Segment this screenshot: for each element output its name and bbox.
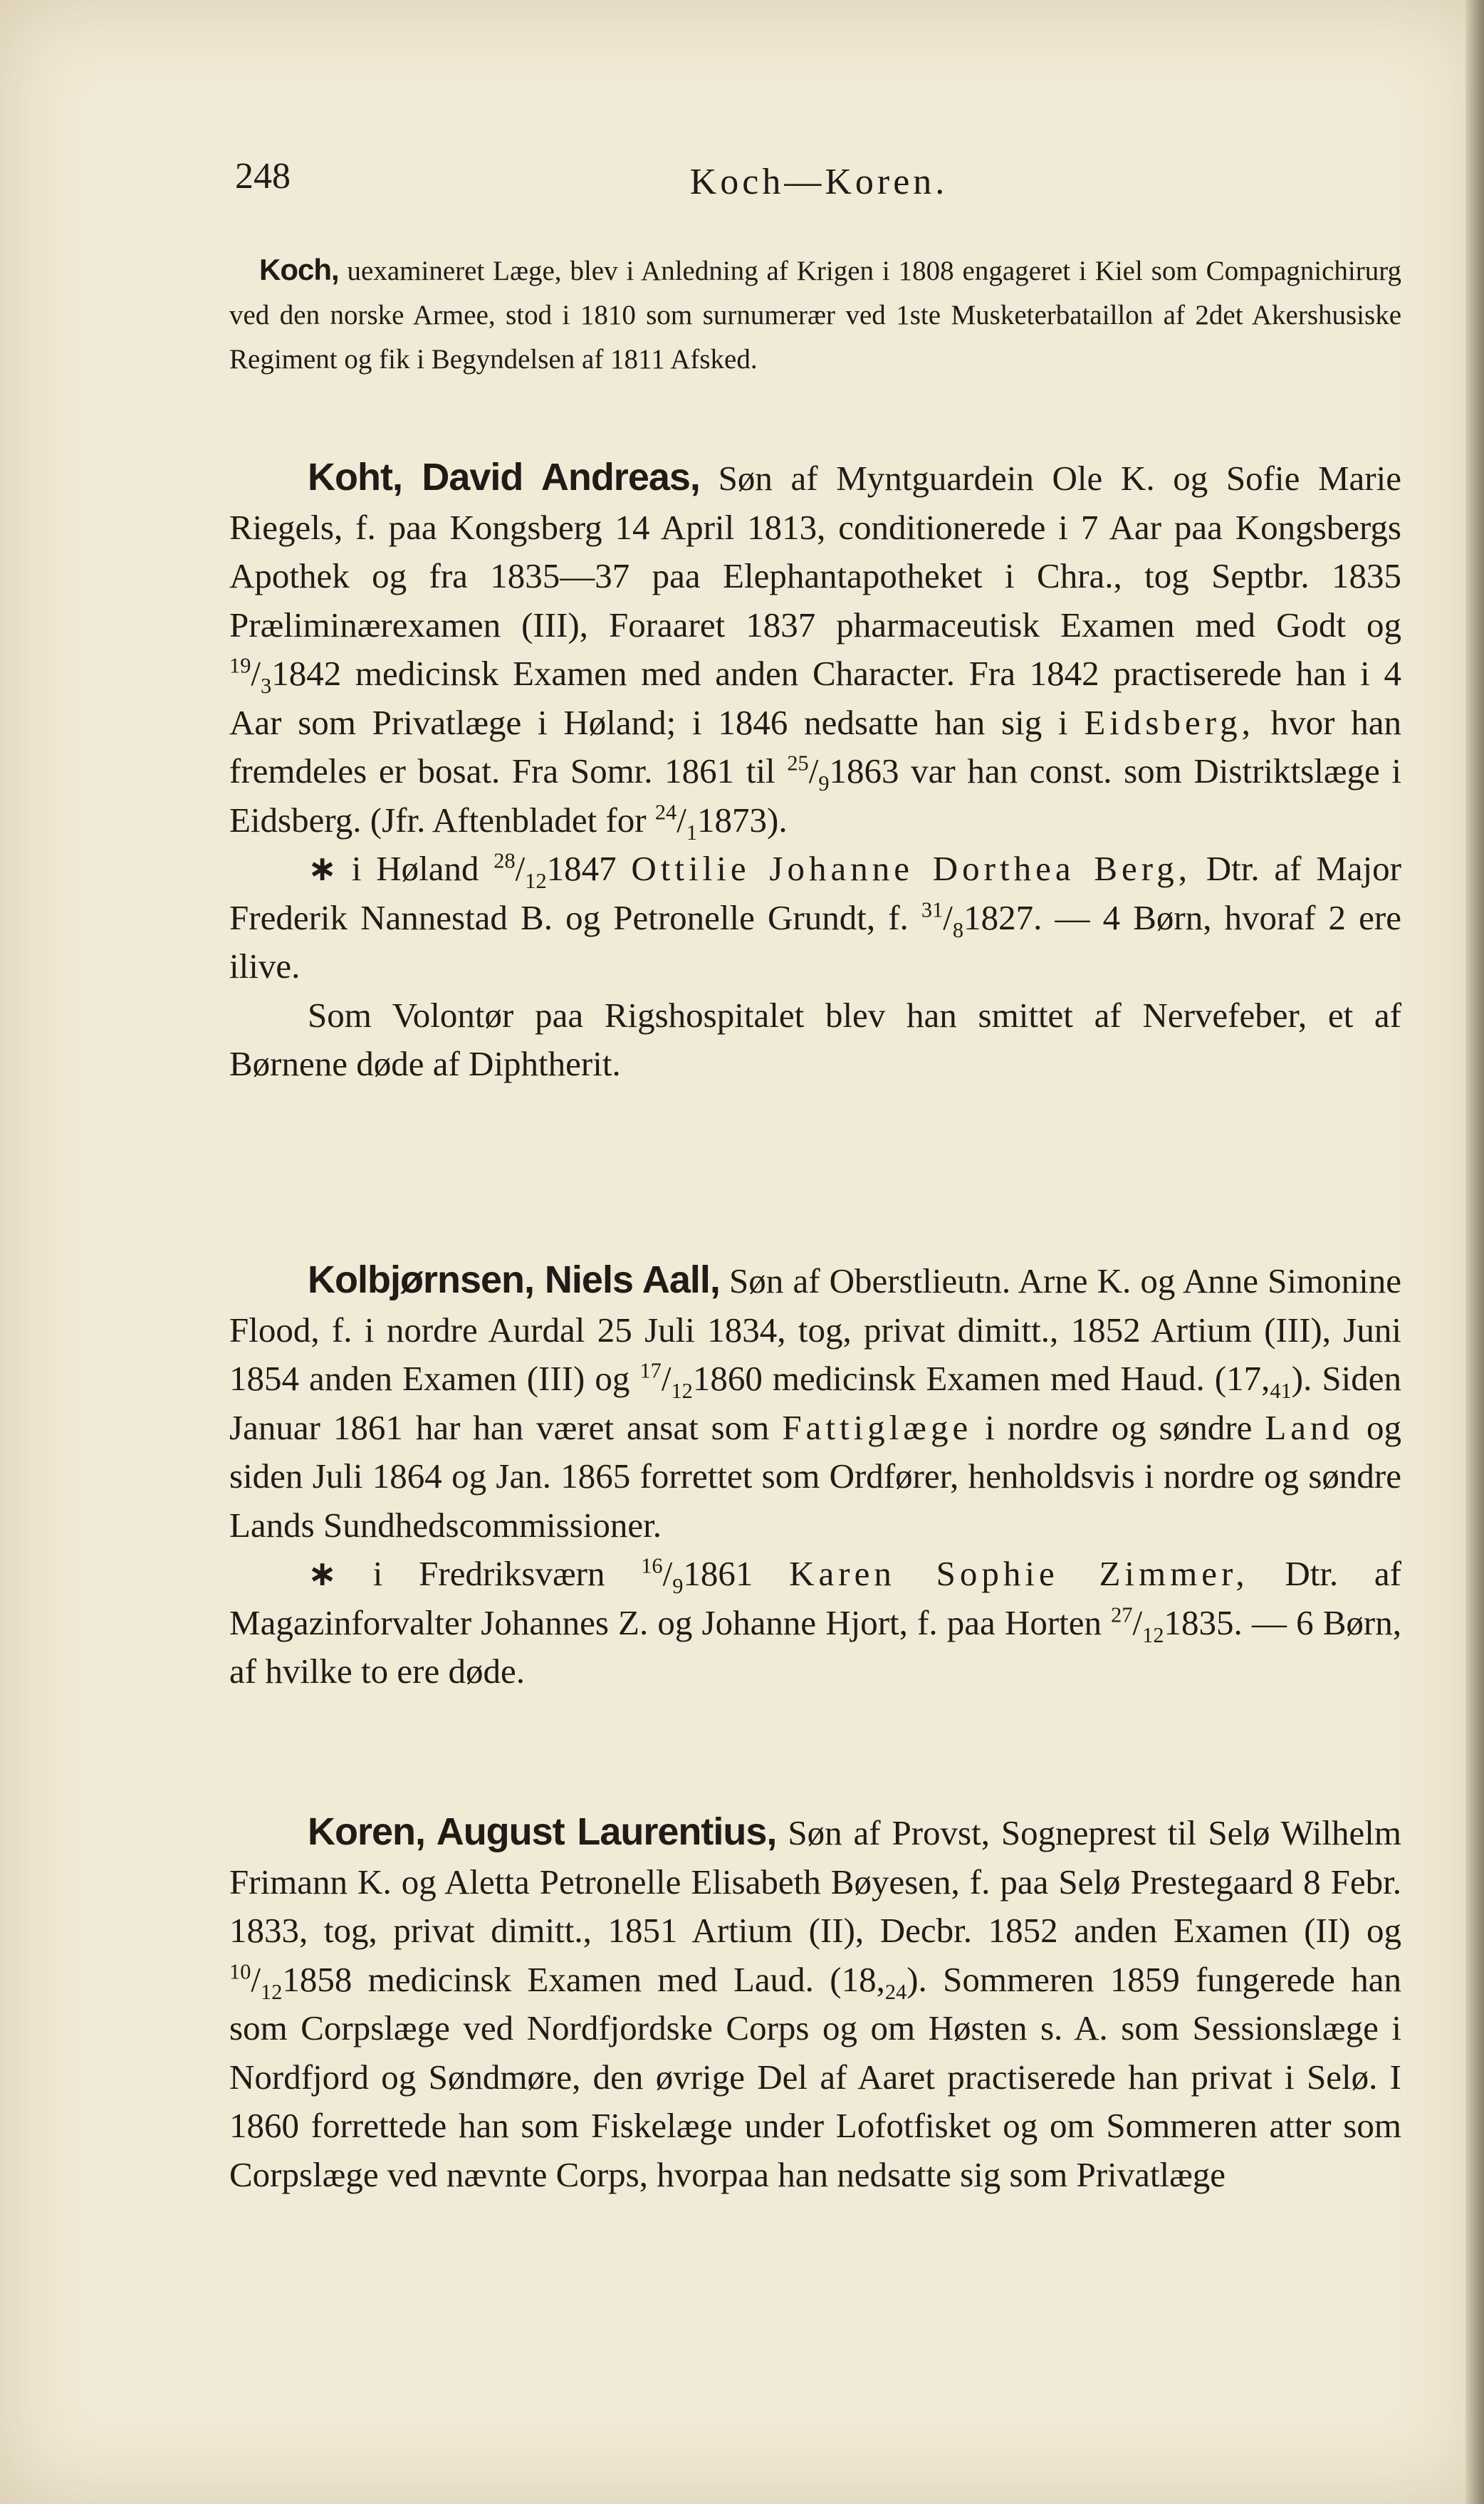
- entry-text: 1827. — 4 Børn, hvoraf 2 ere ilive.: [229, 897, 1401, 986]
- fraction-denominator: 8: [952, 917, 964, 942]
- entry-text: Dtr. af Magazinforvalter Johannes Z. og Johanne Hjort, f. paa Horten: [229, 1554, 1401, 1642]
- fraction-denominator: 3: [261, 673, 272, 698]
- spaced-text: Ottilie Johanne Dorthea Berg,: [631, 849, 1191, 888]
- fraction-numerator: 16: [641, 1553, 663, 1578]
- entry-name: Koht, David Andreas,: [308, 456, 700, 499]
- fraction-denominator: 9: [672, 1573, 684, 1598]
- entry-paragraph: [229, 248, 1401, 382]
- running-head: Koch—Koren.: [689, 162, 949, 202]
- fraction-numerator: 25: [787, 751, 809, 776]
- note-paragraph: Som Volontør paa Rigshospitalet blev han smittet af Nervefeber, et af Børnene døde af Diphtherit.: [229, 995, 1401, 1083]
- entry-text: i Høland: [337, 849, 494, 888]
- marriage-paragraph: ∗ i Høland $^{28}/_{12}1847$ Ottilie Johanne Dorthea Berg, Dtr. af Major Frederik Nannestad B. og Petronelle Grundt, f. $^{31}/_81827$. — 4 Børn, hvoraf 2 ere ilive.: [229, 848, 1401, 986]
- fraction-numerator: 19: [229, 653, 251, 678]
- entry-text: Dtr. af Major Frederik Nannestad B. og Petronelle Grundt, f.: [229, 849, 1401, 937]
- entry-text: i Fredriksværn: [337, 1554, 642, 1593]
- fraction-denominator: 1: [686, 820, 698, 845]
- entry-text: 1863 var han const. som Distriktslæge i Eidsberg. (Jfr. Aftenbladet for: [229, 751, 1402, 840]
- fraction-denominator: 9: [818, 771, 830, 795]
- entry-text: 1861: [683, 1554, 790, 1593]
- fraction-numerator: 28: [493, 848, 516, 873]
- entry-text: 1842 medicinsk Examen med anden Character. Fra 1842 practiserede han i 4 Aar som Privatlæge i Høland; i 1846 nedsatte han sig i: [229, 654, 1401, 742]
- marriage-paragraph: ∗ i Fredriksværn $^{16}/_91861$ Karen Sophie Zimmer, Dtr. af Magazinforvalter Johannes Z. og Johanne Hjort, f. paa Horten $^{27}/_{12}1835$. — 6 Børn, af hvilke to ere døde.: [229, 1553, 1402, 1691]
- entry-text: uexamineret Læge, blev i Anledning af Krigen i 1808 engageret i Kiel som Compagnichirurg ved den norske Armee, stod i 1810 som surnumerær ved 1ste Musketerbataillon af 2det Akershusiske Regiment og fik i Begyndelsen af 1811 Afsked.: [229, 256, 1401, 375]
- entry-koren: [229, 1807, 1401, 2199]
- entry-text: ). Siden Januar 1861 har han været ansat som: [229, 1359, 1401, 1447]
- fraction-denominator: 12: [525, 868, 547, 893]
- entry-paragraph: Koht, David Andreas, Søn af Myntguardein Ole K. og Sofie Marie Riegels, f. paa Kongsberg 14 April 1813, conditionerede i 7 Aar paa Kongsbergs Apothek og fra 1835—37 paa Elephantapotheket i Chra., tog Septbr. 1835 Præliminærexamen (III), Foraaret 1837 pharmaceutisk Examen med Godt og $^{19}/_31842$ medicinsk Examen med anden Character. Fra 1842 practiserede han i 4 Aar som Privatlæge i Høland; i 1846 nedsatte han sig i Eidsberg, hvor han fremdeles er bosat. Fra Somr. 1861 til $^{25}/_91863$ var han const. som Distriktslæge i Eidsberg. (Jfr. Aftenbladet for $^{24}/_11873$).: [229, 456, 1402, 845]
- fraction-numerator: 10: [229, 1959, 251, 1984]
- fraction-numerator: 27: [1111, 1602, 1133, 1627]
- entry-text: Søn af Myntguardein Ole K. og Sofie Marie Riegels, f. paa Kongsberg 14 April 1813, conditionerede i 7 Aar paa Kongsbergs Apothek og fra 1835—37 paa Elephantapotheket i Chra., tog Septbr. 1835 Præliminærexamen (III), Foraaret 1837 pharmaceutisk Examen med Godt og: [229, 459, 1401, 645]
- entry-text: 1847: [546, 849, 632, 888]
- fraction-denominator: 12: [261, 1979, 283, 2004]
- marriage-star-icon: ∗: [308, 848, 338, 889]
- entry-name: Koren, August Laurentius,: [308, 1810, 777, 1853]
- page-edge-shadow: [1465, 0, 1484, 2504]
- entry-koht: [229, 453, 1401, 1089]
- spaced-text: Land: [1265, 1407, 1354, 1447]
- subscript: 41: [1270, 1378, 1292, 1403]
- entry-koch: [229, 248, 1401, 382]
- entry-text: ). Sommeren 1859 fungerede han som Corpslæge ved Nordfjordske Corps og om Høsten s. A. som Sessionslæge i Nordfjord og Søndmøre, den øvrige Del af Aaret practiserede han privat i Selø. I 1860 forrettede han som Fiskelæge under Lofotfisket og om Sommeren atter som Corpslæge ved nævnte Corps, hvorpaa han nedsatte sig som Privatlæge: [229, 1959, 1401, 2194]
- entry-text: hvor han fremdeles er bosat. Fra Somr. 1861 til: [229, 702, 1401, 791]
- page-header: [235, 155, 1403, 212]
- entry-text: 1835. — 6 Børn, af hvilke to ere døde.: [229, 1602, 1402, 1691]
- entry-name: Koch,: [259, 253, 339, 286]
- marriage-star-icon: ∗: [308, 1553, 338, 1594]
- spaced-text: Eidsberg,: [1084, 702, 1255, 742]
- fraction-denominator: 12: [671, 1378, 693, 1403]
- entry-name: Kolbjørnsen, Niels Aall,: [308, 1258, 720, 1301]
- subscript: 24: [884, 1979, 907, 2004]
- page-number: 248: [235, 156, 291, 197]
- entry-text: Søn af Provst, Sogneprest til Selø Wilhelm Frimann K. og Aletta Petronelle Elisabeth Bøyesen, f. paa Selø Prestegaard 8 Febr. 1833, tog, privat dimitt., 1851 Artium (II), Decbr. 1852 anden Examen (II) og: [229, 1813, 1401, 1950]
- fraction-numerator: 31: [921, 897, 944, 922]
- entry-kolbjornsen: [229, 1256, 1401, 1696]
- entry-text: 1858 medicinsk Examen med Laud. (18,: [282, 1959, 885, 1999]
- entry-text: 1873).: [697, 800, 788, 840]
- entry-text: Søn af Oberstlieutn. Arne K. og Anne Simonine Flood, f. i nordre Aurdal 25 Juli 1834, tog, privat dimitt., 1852 Artium (III), Juni 1854 anden Examen (III) og: [229, 1261, 1401, 1398]
- fraction-numerator: 17: [639, 1358, 662, 1383]
- entry-paragraph: Kolbjørnsen, Niels Aall, Søn af Oberstlieutn. Arne K. og Anne Simonine Flood, f. i nordre Aurdal 25 Juli 1834, tog, privat dimitt., 1852 Artium (III), Juni 1854 anden Examen (III) og $^{17}/_{12}1860$ medicinsk Examen med Haud. $(17,_{41})$. Siden Januar 1861 har han været ansat som Fattiglæge i nordre og søndre Land og siden Juli 1864 og Jan. 1865 forrettet som Ordfører, henholdsvis i nordre og søndre Lands Sundhedscommissioner.: [229, 1258, 1401, 1545]
- spaced-text: Fattiglæge: [782, 1407, 973, 1447]
- entry-text: i nordre og søndre: [972, 1407, 1265, 1447]
- entry-text: 1860 medicinsk Examen med Haud. (17,: [692, 1359, 1270, 1398]
- entry-text: og siden Juli 1864 og Jan. 1865 forrettet som Ordfører, henholdsvis i nordre og søndre Lands Sundhedscommissioner.: [229, 1407, 1401, 1545]
- fraction-denominator: 12: [1142, 1622, 1164, 1647]
- fraction-numerator: 24: [654, 800, 677, 825]
- spaced-text: Karen Sophie Zimmer,: [789, 1554, 1249, 1593]
- entry-paragraph: Koren, August Laurentius, Søn af Provst, Sogneprest til Selø Wilhelm Frimann K. og Aletta Petronelle Elisabeth Bøyesen, f. paa Selø Prestegaard 8 Febr. 1833, tog, privat dimitt., 1851 Artium (II), Decbr. 1852 anden Examen (II) og $^{10}/_{12}1858$ medicinsk Examen med Laud. $(18,_{24})$. Sommeren 1859 fungerede han som Corpslæge ved Nordfjordske Corps og om Høsten s. A. som Sessionslæge i Nordfjord og Søndmøre, den øvrige Del af Aaret practiserede han privat i Selø. I 1860 forrettede han som Fiskelæge under Lofotfisket og om Sommeren atter som Corpslæge ved nævnte Corps, hvorpaa han nedsatte sig som Privatlæge: [229, 1810, 1401, 2194]
